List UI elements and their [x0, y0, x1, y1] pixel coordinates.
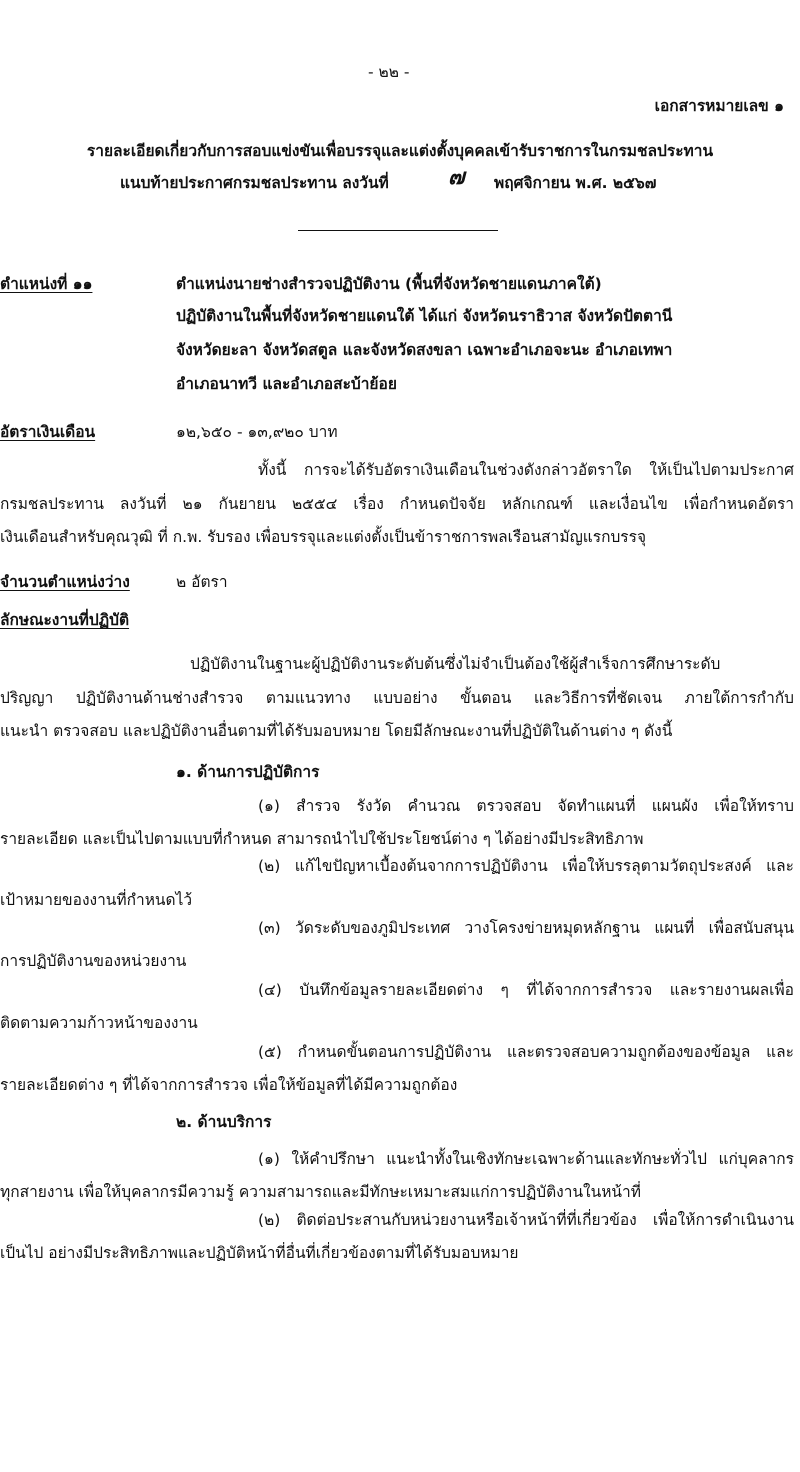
duty-item-first-line: (๒) ติดต่อประสานกับหน่วยงานหรือเจ้าหน้าที่ที่เกี่ยวข้อง เพื่อให้การดำเนินงาน	[258, 1211, 794, 1229]
duty-item-continuation: ติดตามความก้าวหน้าของงาน	[0, 1014, 198, 1032]
salary-value: ๑๒,๖๕๐ - ๑๓,๙๒๐ บาท	[176, 423, 338, 441]
position-label: ตำแหน่งที่ ๑๑	[0, 275, 93, 293]
position-line: อำเภอนาทวี และอำเภอสะบ้าย้อย	[176, 375, 397, 393]
document-subtitle-date: พฤศจิกายน พ.ศ. ๒๕๖๗	[494, 174, 657, 192]
duty-item-first-line: (๕) กำหนดขั้นตอนการปฏิบัติงาน และตรวจสอบความถูกต้องของข้อมูล และ	[258, 1043, 794, 1061]
document-title: รายละเอียดเกี่ยวกับการสอบแข่งขันเพื่อบรรจุและแต่งตั้งบุคคลเข้ารับราชการในกรมชลประทาน	[86, 142, 714, 160]
salary-label: อัตราเงินเดือน	[0, 423, 96, 441]
section-heading-operations: ๑. ด้านการปฏิบัติการ	[176, 763, 320, 781]
duty-item-first-line: (๔) บันทึกข้อมูลรายละเอียดต่าง ๆ ที่ได้จากการสำรวจ และรายงานผลเพื่อ	[258, 981, 794, 999]
vacancy-label: จำนวนตำแหน่งว่าง	[0, 573, 130, 591]
salary-note-line: กรมชลประทาน ลงวันที่ ๒๑ กันยายน ๒๕๕๔ เรื่อง กำหนดปัจจัย หลักเกณฑ์ และเงื่อนไข เพื่อกำหนดอัตรา	[0, 495, 794, 513]
document-subtitle-prefix: แนบท้ายประกาศกรมชลประทาน ลงวันที่	[120, 174, 389, 192]
duty-item-continuation: รายละเอียดต่าง ๆ ที่ได้จากการสำรวจ เพื่อให้ข้อมูลที่ได้มีความถูกต้อง	[0, 1076, 458, 1094]
duty-item-first-line: (๑) สำรวจ รังวัด คำนวณ ตรวจสอบ จัดทำแผนที่ แผนผัง เพื่อให้ทราบ	[258, 797, 794, 815]
duty-item-continuation: ทุกสายงาน เพื่อให้บุคลากรมีความรู้ ความสามารถและมีทักษะเหมาะสมแก่การปฏิบัติงานในหน้าที่	[0, 1183, 641, 1201]
section-heading-services: ๒. ด้านบริการ	[176, 1113, 272, 1131]
title-divider	[298, 230, 498, 231]
duty-item-continuation: รายละเอียด และเป็นไปตามแบบที่กำหนด สามารถนำไปใช้ประโยชน์ต่าง ๆ ได้อย่างมีประสิทธิภาพ	[0, 830, 644, 848]
salary-note-line: เงินเดือนสำหรับคุณวุฒิ ที่ ก.พ. รับรอง เพื่อบรรจุและแต่งตั้งเป็นข้าราชการพลเรือนสามัญแรกบรรจุ	[0, 528, 647, 546]
position-line: ตำแหน่งนายช่างสำรวจปฏิบัติงาน (พื้นที่จังหวัดชายแดนภาคใต้)	[176, 275, 602, 293]
duty-item-continuation: เป้าหมายของงานที่กำหนดไว้	[0, 891, 193, 909]
salary-note-line: ทั้งนี้ การจะได้รับอัตราเงินเดือนในช่วงดังกล่าวอัตราใด ให้เป็นไปตามประกาศ	[258, 461, 794, 479]
duties-intro-line: แนะนำ ตรวจสอบ และปฏิบัติงานอื่นตามที่ได้รับมอบหมาย โดยมีลักษณะงานที่ปฏิบัติในด้านต่าง ๆ ดังนี้	[0, 722, 673, 740]
duties-label: ลักษณะงานที่ปฏิบัติ	[0, 611, 130, 629]
position-line: ปฏิบัติงานในพื้นที่จังหวัดชายแดนใต้ ได้แก่ จังหวัดนราธิวาส จังหวัดปัตตานี	[176, 307, 673, 325]
duty-item-continuation: การปฏิบัติงานของหน่วยงาน	[0, 952, 187, 970]
duties-intro-line: ปฏิบัติงานในฐานะผู้ปฏิบัติงานระดับต้นซึ่งไม่จำเป็นต้องใช้ผู้สำเร็จการศึกษาระดับ	[190, 655, 721, 673]
page-number: - ๒๒ -	[368, 63, 410, 81]
position-line: จังหวัดยะลา จังหวัดสตูล และจังหวัดสงขลา เฉพาะอำเภอจะนะ อำเภอเทพา	[176, 341, 673, 359]
duty-item-continuation: เป็นไป อย่างมีประสิทธิภาพและปฏิบัติหน้าที่อื่นที่เกี่ยวข้องตามที่ได้รับมอบหมาย	[0, 1244, 519, 1262]
handwritten-day: ๗	[448, 164, 465, 190]
duty-item-first-line: (๑) ให้คำปรึกษา แนะนำทั้งในเชิงทักษะเฉพาะด้านและทักษะทั่วไป แก่บุคลากร	[258, 1150, 794, 1168]
duty-item-first-line: (๓) วัดระดับของภูมิประเทศ วางโครงข่ายหมุดหลักฐาน แผนที่ เพื่อสนับสนุน	[258, 919, 794, 937]
duties-intro-line: ปริญญา ปฏิบัติงานด้านช่างสำรวจ ตามแนวทาง แบบอย่าง ขั้นตอน และวิธีการที่ชัดเจน ภายใต้การกำกับ	[0, 689, 794, 707]
vacancy-value: ๒ อัตรา	[176, 573, 228, 591]
duty-item-first-line: (๒) แก้ไขปัญหาเบื้องต้นจากการปฏิบัติงาน เพื่อให้บรรลุตามวัตถุประสงค์ และ	[258, 857, 794, 875]
document-reference: เอกสารหมายเลข ๑	[654, 97, 784, 115]
